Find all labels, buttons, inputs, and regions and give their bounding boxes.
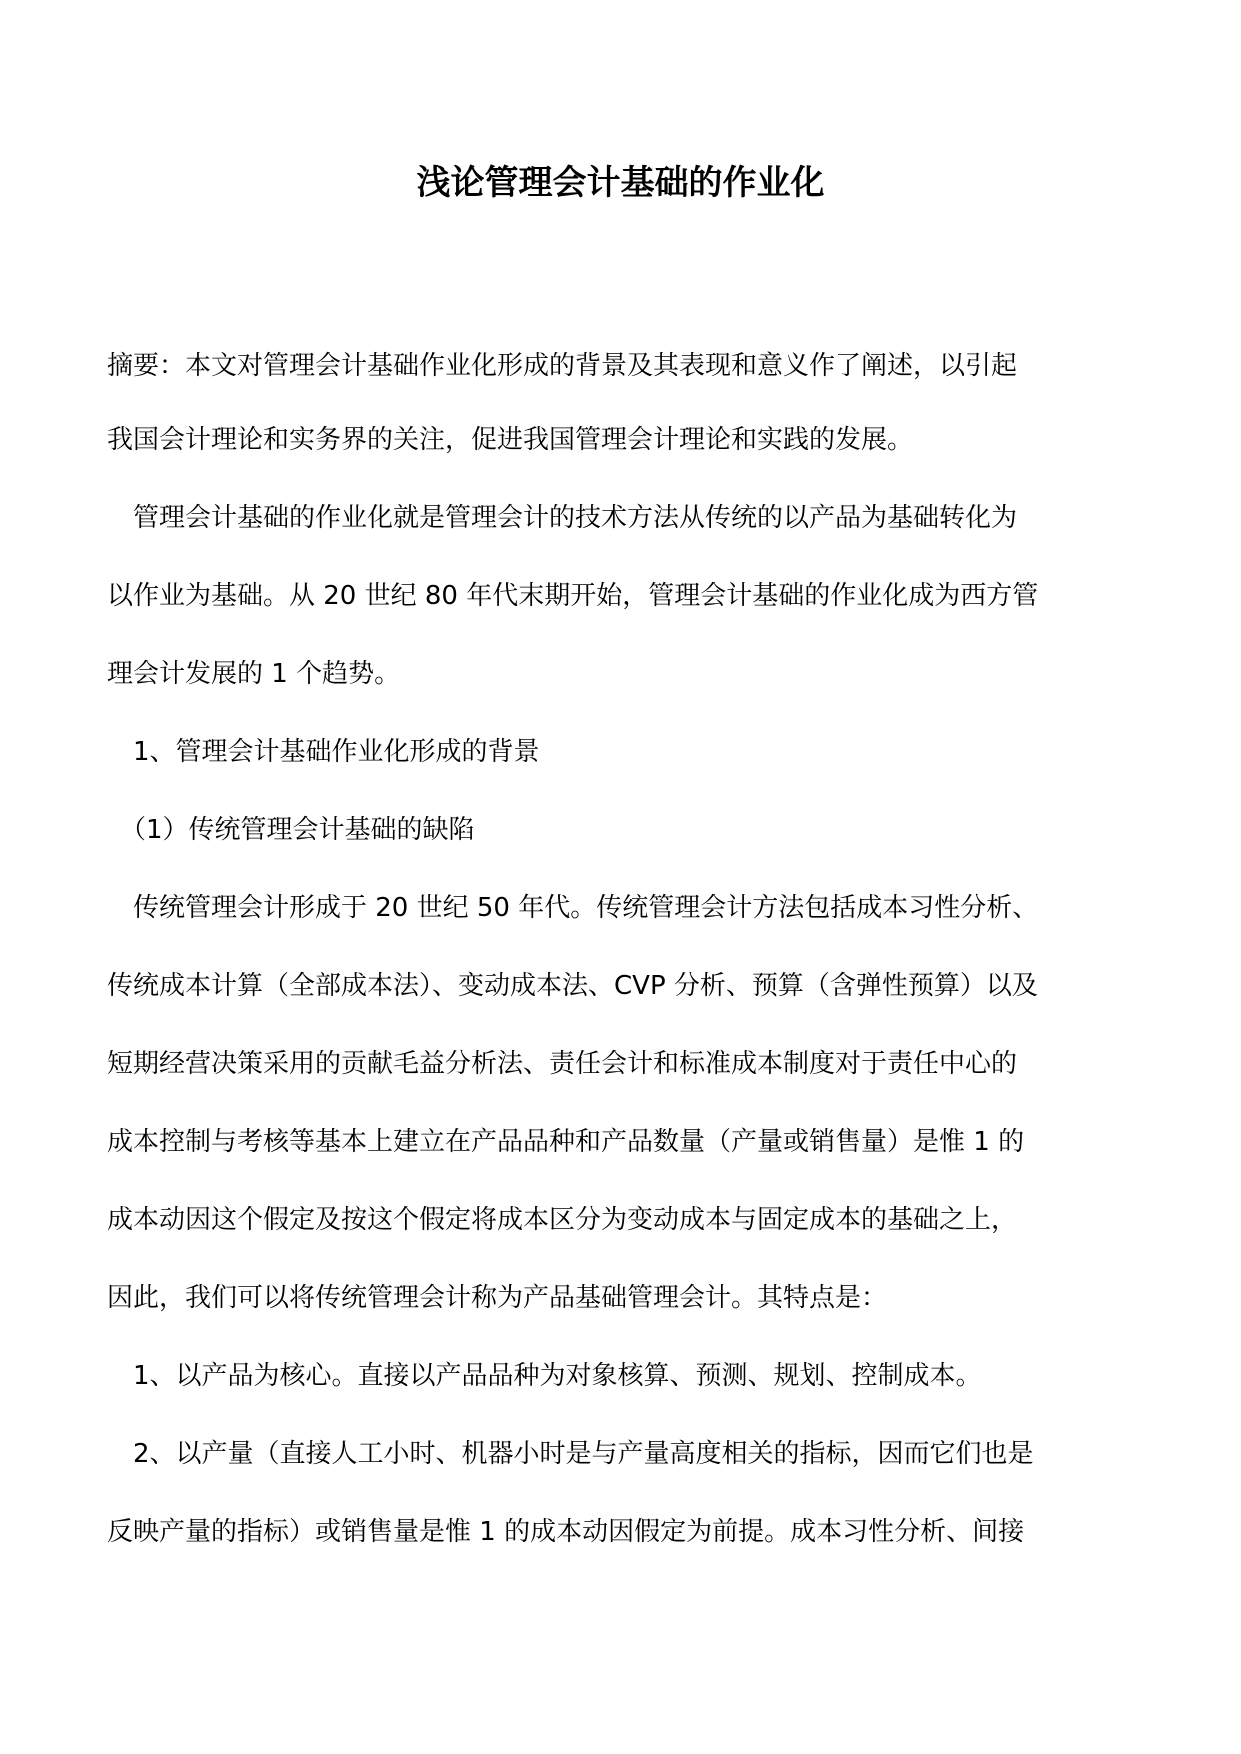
- paragraph-line: 传统管理会计形成于 20 世纪 50 年代。传统管理会计方法包括成本习性分析、: [107, 893, 1039, 923]
- paragraph-line: 理会计发展的 1 个趋势。: [107, 659, 401, 689]
- section-heading: 1、管理会计基础作业化形成的背景: [107, 737, 540, 767]
- paragraph-line: 成本控制与考核等基本上建立在产品品种和产品数量（产量或销售量）是惟 1 的: [107, 1127, 1025, 1157]
- list-item: 1、以产品为核心。直接以产品品种为对象核算、预测、规划、控制成本。: [107, 1361, 982, 1391]
- paragraph-line: 管理会计基础的作业化就是管理会计的技术方法从传统的以产品为基础转化为: [107, 503, 1018, 533]
- abstract-line-2: 我国会计理论和实务界的关注，促进我国管理会计理论和实践的发展。: [107, 425, 914, 455]
- abstract-line-1: 摘要：本文对管理会计基础作业化形成的背景及其表现和意义作了阐述，以引起: [107, 351, 1018, 381]
- paragraph-line: 因此，我们可以将传统管理会计称为产品基础管理会计。其特点是：: [107, 1283, 888, 1313]
- document-title: 浅论管理会计基础的作业化: [416, 163, 825, 203]
- paragraph-line: 成本动因这个假定及按这个假定将成本区分为变动成本与固定成本的基础之上，: [107, 1205, 1018, 1235]
- paragraph-line: 短期经营决策采用的贡献毛益分析法、责任会计和标准成本制度对于责任中心的: [107, 1049, 1018, 1079]
- paragraph-line: 传统成本计算（全部成本法）、变动成本法、CVP 分析、预算（含弹性预算）以及: [107, 971, 1038, 1001]
- subsection-heading: （1）传统管理会计基础的缺陷: [107, 815, 475, 845]
- list-item: 2、以产量（直接人工小时、机器小时是与产量高度相关的指标，因而它们也是: [107, 1439, 1034, 1469]
- paragraph-line: 以作业为基础。从 20 世纪 80 年代末期开始，管理会计基础的作业化成为西方管: [107, 581, 1039, 611]
- paragraph-line: 反映产量的指标）或销售量是惟 1 的成本动因假定为前提。成本习性分析、间接: [107, 1517, 1025, 1547]
